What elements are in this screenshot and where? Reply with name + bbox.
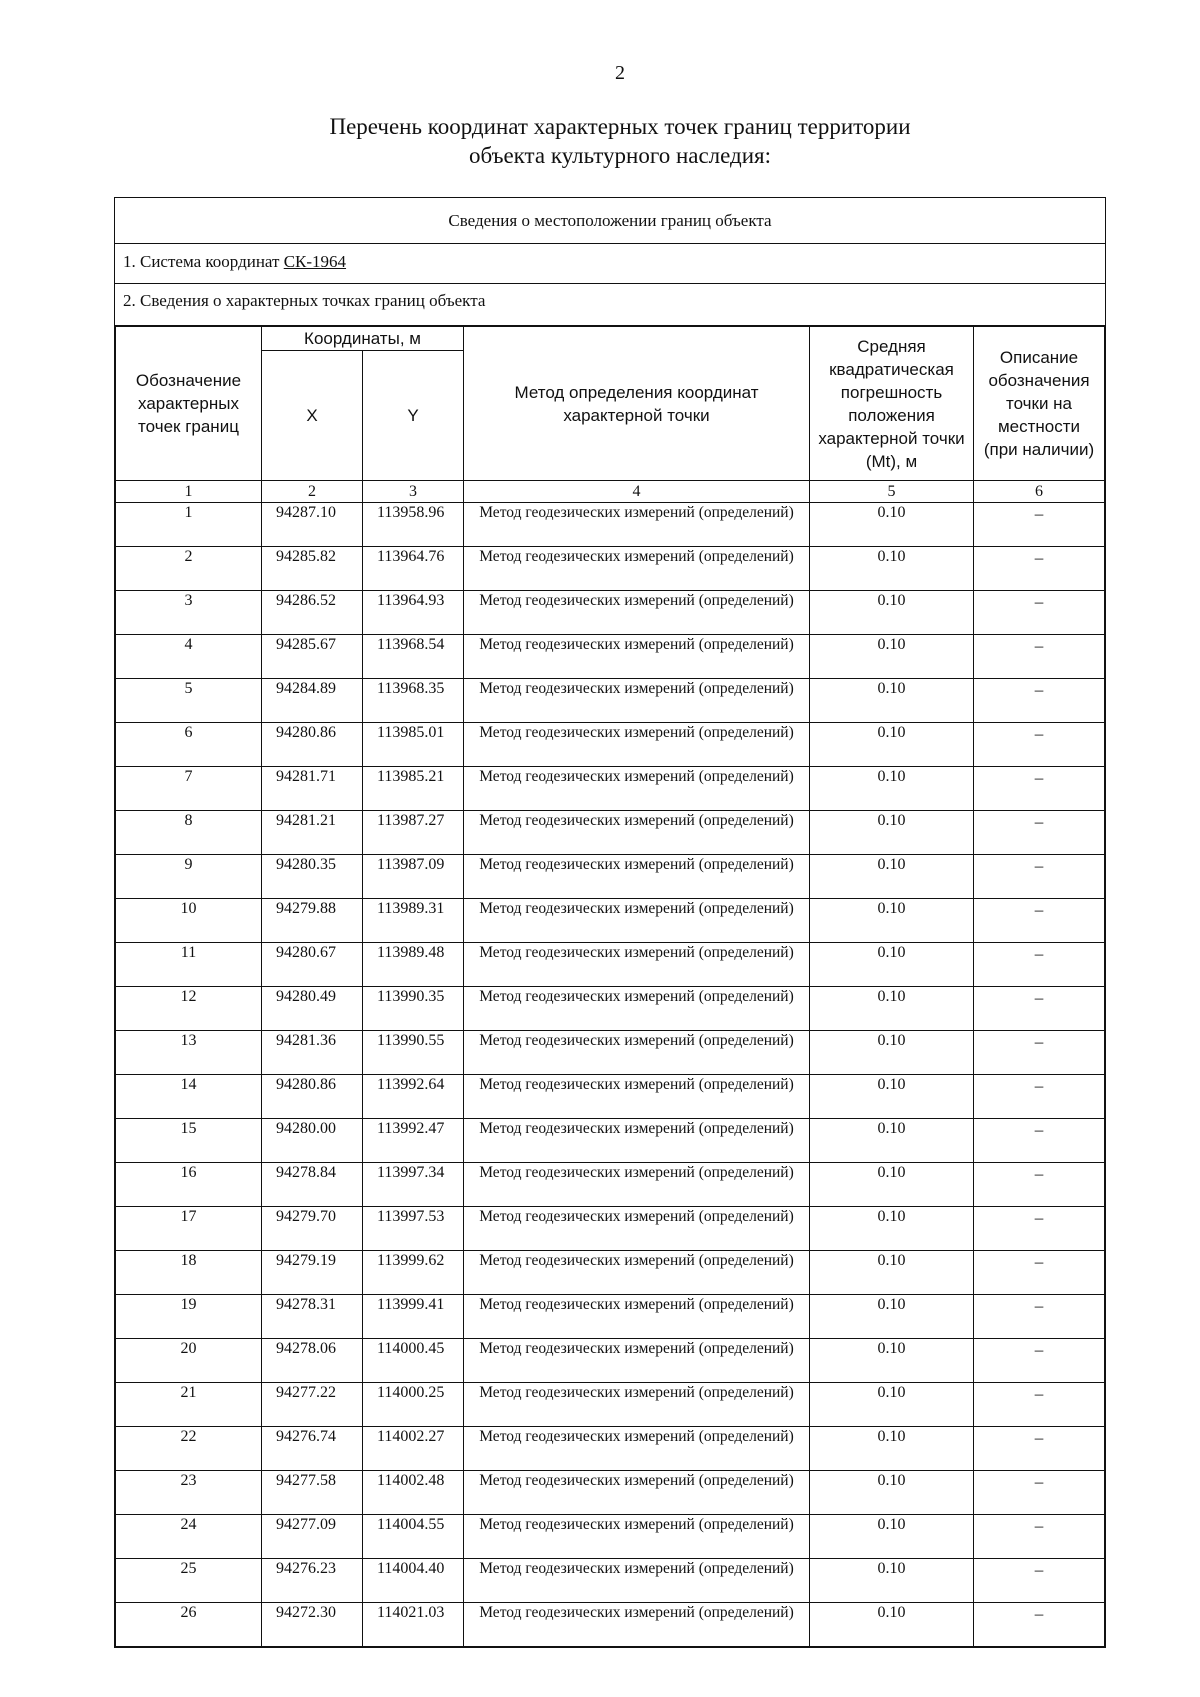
x-cell: 94279.19 [262,1251,363,1295]
point-cell: 5 [116,679,262,723]
column-number: 6 [974,481,1105,503]
header-error [810,327,974,481]
y-cell: 113985.01 [363,723,464,767]
error-cell: 0.10 [810,547,974,591]
y-cell: 113958.96 [363,503,464,547]
x-cell: 94278.06 [262,1339,363,1383]
point-cell: 2 [116,547,262,591]
x-cell: 94281.71 [262,767,363,811]
error-cell: 0.10 [810,503,974,547]
error-cell: 0.10 [810,635,974,679]
x-cell: 94280.86 [262,1075,363,1119]
x-cell: 94277.09 [262,1515,363,1559]
error-cell: 0.10 [810,1075,974,1119]
method-cell: Метод геодезических измерений (определений) [464,1471,810,1515]
y-cell: 113968.35 [363,679,464,723]
point-cell: 21 [116,1383,262,1427]
method-cell: Метод геодезических измерений (определений) [464,1515,810,1559]
point-cell: 11 [116,943,262,987]
description-cell: – [974,767,1105,811]
point-cell: 8 [116,811,262,855]
x-cell: 94272.30 [262,1603,363,1647]
title-line-1: Перечень координат характерных точек границ территории [329,114,911,139]
description-cell: – [974,1339,1105,1383]
coordinates-frame [114,197,1106,1648]
method-cell: Метод геодезических измерений (определений) [464,635,810,679]
table-body [116,503,1105,1647]
table-row [116,635,1105,679]
table-row [116,767,1105,811]
table-row [116,1075,1105,1119]
method-cell: Метод геодезических измерений (определений) [464,591,810,635]
point-cell: 17 [116,1207,262,1251]
x-cell: 94280.86 [262,723,363,767]
column-number: 2 [262,481,363,503]
error-cell: 0.10 [810,1251,974,1295]
description-cell: – [974,1515,1105,1559]
x-cell: 94279.88 [262,899,363,943]
error-cell: 0.10 [810,943,974,987]
table-row [116,1163,1105,1207]
table-row [116,811,1105,855]
y-cell: 113968.54 [363,635,464,679]
error-cell: 0.10 [810,1559,974,1603]
points-section-label: 2. Сведения о характерных точках границ объекта [115,284,1105,326]
description-cell: – [974,1295,1105,1339]
column-number: 3 [363,481,464,503]
point-cell: 24 [116,1515,262,1559]
description-cell: – [974,1119,1105,1163]
error-cell: 0.10 [810,1383,974,1427]
error-cell: 0.10 [810,1119,974,1163]
table-row [116,1119,1105,1163]
x-cell: 94278.31 [262,1295,363,1339]
description-cell: – [974,723,1105,767]
y-cell: 113987.09 [363,855,464,899]
method-cell: Метод геодезических измерений (определений) [464,1295,810,1339]
error-cell: 0.10 [810,1603,974,1647]
error-cell: 0.10 [810,1339,974,1383]
point-cell: 18 [116,1251,262,1295]
description-cell: – [974,591,1105,635]
description-cell: – [974,1075,1105,1119]
coordinate-system-value: СК-1964 [283,252,347,271]
column-numbers-row [116,481,1105,503]
x-cell: 94277.58 [262,1471,363,1515]
error-cell: 0.10 [810,899,974,943]
y-cell: 113990.55 [363,1031,464,1075]
y-cell: 113985.21 [363,767,464,811]
error-cell: 0.10 [810,1163,974,1207]
description-cell: – [974,987,1105,1031]
method-cell: Метод геодезических измерений (определений) [464,1603,810,1647]
y-cell: 114004.55 [363,1515,464,1559]
header-description: Описание обозначения точки на местности (при наличии) [974,327,1105,481]
x-cell: 94277.22 [262,1383,363,1427]
section-title: Сведения о местоположении границ объекта [115,198,1105,244]
x-cell: 94280.49 [262,987,363,1031]
header-y: Y [363,351,464,481]
header-x: X [262,351,363,481]
x-cell: 94280.00 [262,1119,363,1163]
point-cell: 9 [116,855,262,899]
method-cell: Метод геодезических измерений (определений) [464,679,810,723]
error-cell: 0.10 [810,1427,974,1471]
x-cell: 94279.70 [262,1207,363,1251]
y-cell: 113999.62 [363,1251,464,1295]
coordinates-table [115,326,1105,1647]
table-row [116,679,1105,723]
method-cell: Метод геодезических измерений (определений) [464,767,810,811]
description-cell: – [974,1207,1105,1251]
x-cell: 94278.84 [262,1163,363,1207]
y-cell: 113992.64 [363,1075,464,1119]
point-cell: 19 [116,1295,262,1339]
table-row [116,1207,1105,1251]
y-cell: 114000.25 [363,1383,464,1427]
error-cell: 0.10 [810,767,974,811]
method-cell: Метод геодезических измерений (определений) [464,943,810,987]
coordinate-system-row [115,244,1105,284]
method-cell: Метод геодезических измерений (определений) [464,811,810,855]
description-cell: – [974,1471,1105,1515]
table-row [116,503,1105,547]
table-row [116,723,1105,767]
x-cell: 94281.21 [262,811,363,855]
error-cell: 0.10 [810,1515,974,1559]
description-cell: – [974,503,1105,547]
method-cell: Метод геодезических измерений (определений) [464,987,810,1031]
y-cell: 114002.48 [363,1471,464,1515]
error-cell: 0.10 [810,811,974,855]
point-cell: 1 [116,503,262,547]
method-cell: Метод геодезических измерений (определений) [464,547,810,591]
method-cell: Метод геодезических измерений (определений) [464,899,810,943]
y-cell: 113997.53 [363,1207,464,1251]
x-cell: 94280.67 [262,943,363,987]
method-cell: Метод геодезических измерений (определений) [464,1207,810,1251]
table-row [116,1031,1105,1075]
method-cell: Метод геодезических измерений (определений) [464,1075,810,1119]
method-cell: Метод геодезических измерений (определений) [464,503,810,547]
x-cell: 94281.36 [262,1031,363,1075]
y-cell: 113987.27 [363,811,464,855]
method-cell: Метод геодезических измерений (определений) [464,1163,810,1207]
table-row [116,1603,1105,1647]
table-row [116,1515,1105,1559]
description-cell: – [974,1251,1105,1295]
header-error-text: Средняя квадратическая погрешность положения характерной точки (Mt), м [818,336,965,471]
table-row [116,899,1105,943]
method-cell: Метод геодезических измерений (определений) [464,1031,810,1075]
method-cell: Метод геодезических измерений (определений) [464,1559,810,1603]
point-cell: 20 [116,1339,262,1383]
table-row [116,1427,1105,1471]
y-cell: 113990.35 [363,987,464,1031]
error-cell: 0.10 [810,1295,974,1339]
y-cell: 114000.45 [363,1339,464,1383]
point-cell: 26 [116,1603,262,1647]
error-cell: 0.10 [810,855,974,899]
x-cell: 94286.52 [262,591,363,635]
table-row [116,943,1105,987]
header-method: Метод определения координат характерной точки [464,327,810,481]
method-cell: Метод геодезических измерений (определений) [464,855,810,899]
description-cell: – [974,811,1105,855]
table-row [116,1339,1105,1383]
description-cell: – [974,1031,1105,1075]
column-number: 1 [116,481,262,503]
title-line-2: объекта культурного наследия: [468,143,772,168]
method-cell: Метод геодезических измерений (определений) [464,1251,810,1295]
description-cell: – [974,679,1105,723]
point-cell: 13 [116,1031,262,1075]
y-cell: 113989.48 [363,943,464,987]
description-cell: – [974,635,1105,679]
y-cell: 113992.47 [363,1119,464,1163]
table-row [116,987,1105,1031]
table-row [116,591,1105,635]
method-cell: Метод геодезических измерений (определений) [464,1119,810,1163]
point-cell: 10 [116,899,262,943]
x-cell: 94287.10 [262,503,363,547]
description-cell: – [974,1559,1105,1603]
x-cell: 94276.74 [262,1427,363,1471]
table-row [116,855,1105,899]
description-cell: – [974,1427,1105,1471]
column-number: 4 [464,481,810,503]
y-cell: 113964.93 [363,591,464,635]
point-cell: 22 [116,1427,262,1471]
description-cell: – [974,1163,1105,1207]
point-cell: 4 [116,635,262,679]
y-cell: 114004.40 [363,1559,464,1603]
document-title [0,112,1200,170]
point-cell: 6 [116,723,262,767]
x-cell: 94285.67 [262,635,363,679]
point-cell: 7 [116,767,262,811]
coordinate-system-label: 1. Система координат [123,252,284,271]
point-cell: 14 [116,1075,262,1119]
table-row [116,1559,1105,1603]
y-cell: 114021.03 [363,1603,464,1647]
description-cell: – [974,1383,1105,1427]
method-cell: Метод геодезических измерений (определений) [464,1383,810,1427]
table-row [116,1383,1105,1427]
description-cell: – [974,547,1105,591]
y-cell: 113964.76 [363,547,464,591]
y-cell: 113989.31 [363,899,464,943]
point-cell: 23 [116,1471,262,1515]
description-cell: – [974,1603,1105,1647]
x-cell: 94276.23 [262,1559,363,1603]
table-row [116,1471,1105,1515]
description-cell: – [974,943,1105,987]
x-cell: 94280.35 [262,855,363,899]
column-number: 5 [810,481,974,503]
y-cell: 113999.41 [363,1295,464,1339]
y-cell: 114002.27 [363,1427,464,1471]
point-cell: 12 [116,987,262,1031]
method-cell: Метод геодезических измерений (определений) [464,1339,810,1383]
error-cell: 0.10 [810,1031,974,1075]
page-number: 2 [615,62,625,84]
error-cell: 0.10 [810,723,974,767]
table-row [116,547,1105,591]
error-cell: 0.10 [810,987,974,1031]
error-cell: 0.10 [810,679,974,723]
x-cell: 94284.89 [262,679,363,723]
header-coordinates: Координаты, м [262,327,464,351]
error-cell: 0.10 [810,1471,974,1515]
point-cell: 16 [116,1163,262,1207]
method-cell: Метод геодезических измерений (определений) [464,1427,810,1471]
header-point-designation: Обозначение характерных точек границ [116,327,262,481]
point-cell: 15 [116,1119,262,1163]
point-cell: 3 [116,591,262,635]
point-cell: 25 [116,1559,262,1603]
table-row [116,1251,1105,1295]
error-cell: 0.10 [810,591,974,635]
x-cell: 94285.82 [262,547,363,591]
method-cell: Метод геодезических измерений (определений) [464,723,810,767]
description-cell: – [974,899,1105,943]
description-cell: – [974,855,1105,899]
y-cell: 113997.34 [363,1163,464,1207]
error-cell: 0.10 [810,1207,974,1251]
table-row [116,1295,1105,1339]
